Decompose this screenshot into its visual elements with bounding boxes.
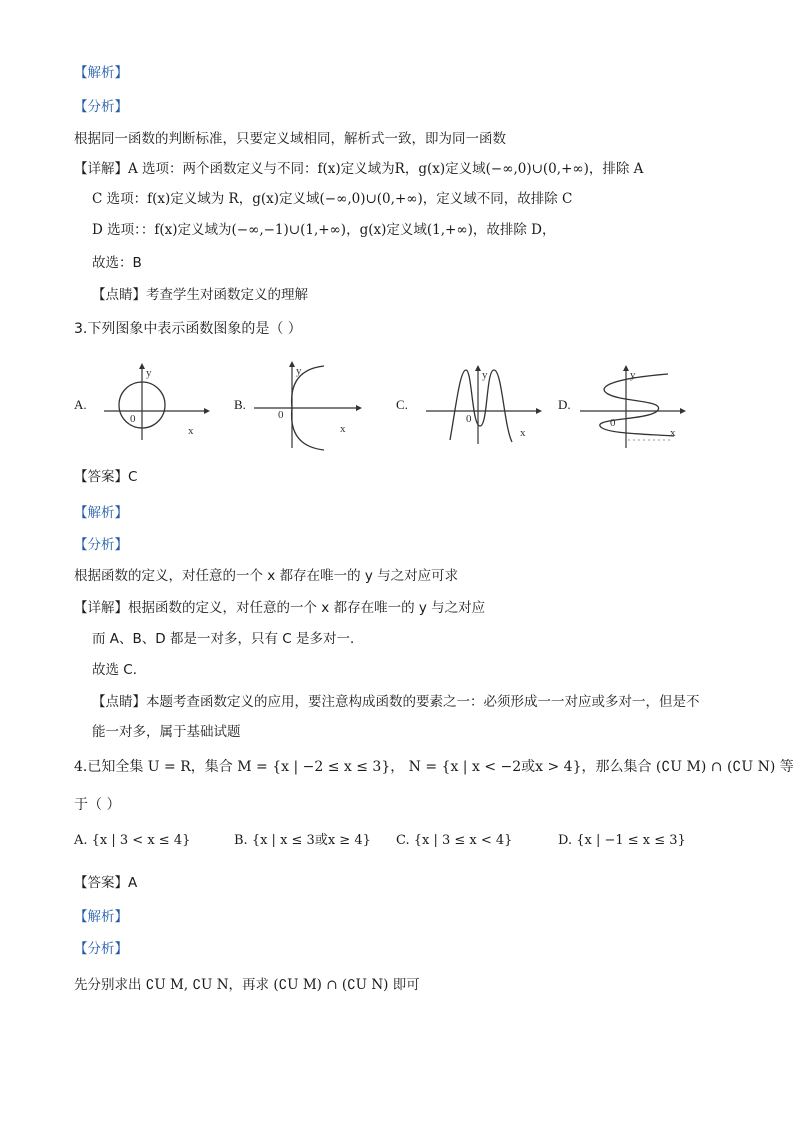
- q3-graph-c-y-label: y: [482, 369, 488, 381]
- q3-graph-d-y-label: y: [630, 369, 636, 381]
- q3-answer: 【答案】C: [74, 469, 138, 485]
- q4-fenxi-heading: 【分析】: [74, 941, 128, 957]
- q3-graph-b-x-label: x: [340, 423, 346, 435]
- q2-xiangjie-a: 【详解】A 选项：两个函数定义与不同：f(x)定义域为R，g(x)定义域(−∞,0)∪(0,+∞)，排除 A: [74, 161, 644, 177]
- q3-fenxi-heading: 【分析】: [74, 537, 128, 553]
- q3-option-c-label: C.: [396, 397, 408, 412]
- q4-jiexi-heading: 【解析】: [74, 909, 128, 925]
- q4-option-a: A. {x | 3 < x ≤ 4}: [74, 833, 191, 848]
- q3-graph-d-origin: 0: [610, 417, 616, 429]
- q2-option-d-analysis: D 选项：：f(x)定义域为(−∞,−1)∪(1,+∞)，g(x)定义域(1,+∞)，故排除 D，: [92, 222, 556, 238]
- q3-graph-a-x-label: x: [188, 425, 194, 437]
- q3-graph-d-x-label: x: [670, 427, 676, 439]
- q4-option-c: C. {x | 3 ≤ x < 4}: [396, 833, 513, 848]
- q2-fenxi-text: 根据同一函数的判断标准，只要定义域相同，解析式一致，即为同一函数: [74, 131, 506, 147]
- q3-dianjing-line2: 能一对多，属于基础试题: [92, 724, 241, 740]
- q3-graph-a-y-label: y: [146, 367, 152, 379]
- q3-graph-b-origin: 0: [278, 409, 284, 421]
- q3-jiexi-heading: 【解析】: [74, 505, 128, 521]
- q3-stem: 3.下列图象中表示函数图象的是（ ）: [74, 321, 302, 337]
- q4-fenxi-text: 先分别求出 ∁U M, ∁U N，再求 (∁U M) ∩ (∁U N) 即可: [74, 977, 420, 993]
- q4-option-b: B. {x | x ≤ 3或x ≥ 4}: [234, 833, 371, 848]
- q3-graph-c-x-label: x: [520, 427, 526, 439]
- q3-option-a-label: A.: [74, 397, 87, 412]
- q3-graph-c-wave: [424, 366, 544, 446]
- q4-option-d: D. {x | −1 ≤ x ≤ 3}: [558, 833, 686, 848]
- q3-graph-b-y-label: y: [296, 365, 302, 377]
- q3-xiangjie-line2: 而 A、B、D 都是一对多，只有 C 是多对一．: [92, 631, 364, 647]
- q3-graph-d-s-curve: [578, 364, 688, 450]
- q4-stem-line2: 于（ ）: [74, 797, 121, 813]
- q3-fenxi-text: 根据函数的定义，对任意的一个 x 都存在唯一的 y 与之对应可求: [74, 568, 459, 584]
- q2-dianjing: 【点睛】考查学生对函数定义的理解: [92, 287, 308, 303]
- q2-conclusion: 故选：B: [92, 255, 142, 271]
- q4-answer: 【答案】A: [74, 875, 138, 891]
- q3-conclusion: 故选 C．: [92, 662, 147, 678]
- q3-graph-a-circle: [100, 362, 210, 442]
- q3-option-b-label: B.: [234, 397, 246, 412]
- q2-option-c-analysis: C 选项：f(x)定义域为 R，g(x)定义域(−∞,0)∪(0,+∞)，定义域不同，故排除 C: [92, 191, 573, 207]
- q3-graph-c-origin: 0: [466, 413, 472, 425]
- q3-graph-a-origin: 0: [130, 413, 136, 425]
- q3-graph-b-parabola: [252, 360, 362, 450]
- q3-option-d-label: D.: [558, 397, 571, 412]
- q3-dianjing-line1: 【点睛】本题考查函数定义的应用，要注意构成函数的要素之一：必须形成一一对应或多对一，但是不: [92, 694, 700, 710]
- q3-xiangjie: 【详解】根据函数的定义，对任意的一个 x 都存在唯一的 y 与之对应: [74, 600, 486, 616]
- q2-jiexi-heading: 【解析】: [74, 65, 128, 81]
- q2-fenxi-heading: 【分析】: [74, 99, 128, 115]
- q4-stem-line1: 4.已知全集 U = R，集合 M = {x | −2 ≤ x ≤ 3}， N = {x | x < −2或x > 4}，那么集合 (∁U M) ∩ (∁U N) 等: [74, 759, 794, 775]
